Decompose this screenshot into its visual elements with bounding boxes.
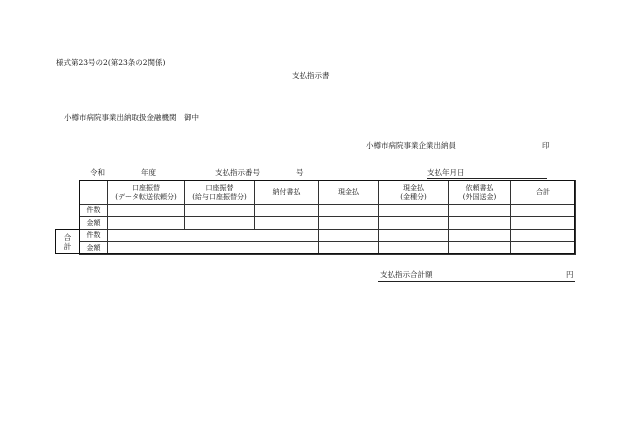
total-side-label: 合 計 [55,229,79,254]
header-foreign-remittance: 依頼書払 (外国送金) [449,181,511,205]
number-suffix: 号 [296,168,304,177]
header-total: 合計 [511,181,576,205]
addressee: 小樽市病院事業出納取扱金融機関 御中 [64,113,199,122]
header-cash-denomination: 現金払 (金種分) [379,181,449,205]
document-title: 支払指示書 [292,71,330,80]
header-cash: 現金払 [319,181,379,205]
total-amount-merged-cell [108,242,319,255]
treasurer-name: 小樽市病院事業企業出納員 [366,141,456,150]
header-transfer-data: 口座振替 (データ転送依頼分) [108,181,185,205]
total-amount-label: 支払指示合計額 [380,270,433,279]
row-label-amount: 金額 [80,217,108,230]
total-row-label-amount: 金額 [80,242,108,255]
corner-cell [80,181,108,205]
yen-unit: 円 [566,270,574,279]
form-number: 様式第23号の2(第23条の2関係) [56,58,166,67]
payment-table [79,180,576,255]
seal-mark: 印 [542,141,550,150]
instruction-number-label: 支払指示番号 [215,168,260,177]
row-label-count: 件数 [80,205,108,217]
total-count-merged-cell [108,230,319,242]
era-label: 令和 [90,168,105,177]
total-amount-underline [378,281,575,282]
header-transfer-salary: 口座振替 (給与口座振替分) [185,181,255,205]
total-row-label-count: 件数 [80,230,108,242]
header-payment-slip: 納付書払 [255,181,319,205]
payment-date-underline [427,178,547,179]
fiscal-year-label: 年度 [141,168,156,177]
payment-date-label: 支払年月日 [427,168,465,177]
